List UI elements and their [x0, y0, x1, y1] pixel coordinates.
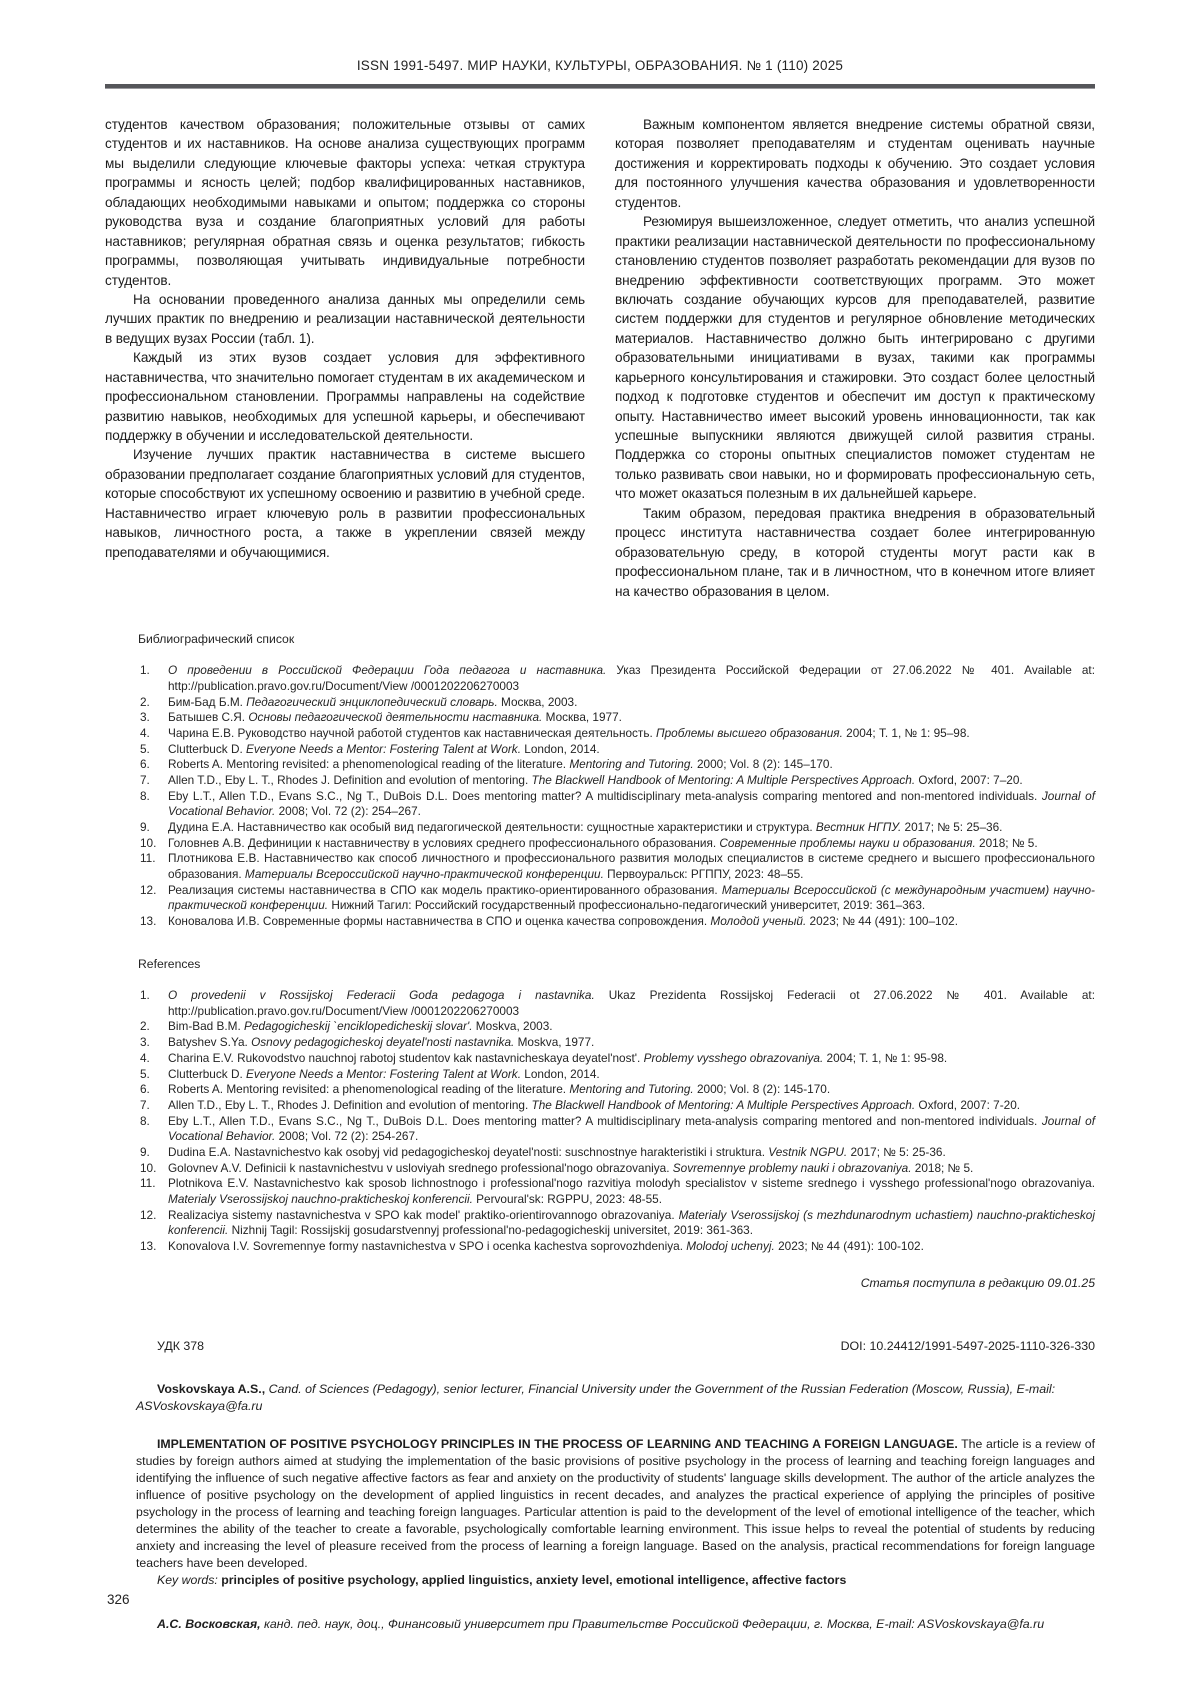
reference-item: 1. O provedenii v Rossijskoj Federacii Goda pedagoga i nastavnika. Ukaz Prezidenta Rossijskoj Federacii ot 27.06.2022 № 401. Available at: http://publication.pravo.gov.ru/Document/View /0001202206270003 [140, 988, 1095, 1018]
author-ru-name: А.С. Восковская, [157, 1617, 261, 1632]
body-paragraph: На основании проведенного анализа данных мы определили семь лучших практик по внедрению и реализации наставнической деятельности в ведущих вузах России (табл. 1). [105, 291, 585, 346]
bibliography-list [138, 663, 1095, 930]
body-paragraph: студентов качеством образования; положительные отзывы от самих студентов и их наставников. На основе анализа существующих программ мы выделили следующие ключевые факторы успеха: четкая структура программы и ясность целей; подбор квалифицированных наставников, обладающих необходимыми навыками и опытом; поддержка со стороны руководства вуза и создание благоприятных условий для работы наставников; регулярная обратная связь и оценка результатов; гибкость программы, позволяющая учитывать индивидуальные потребности студентов. [105, 117, 585, 288]
reference-item: 4. Charina E.V. Rukovodstvo nauchnoj rabotoj studentov kak nastavnicheskaya deyatel'nost'. Problemy vysshego obrazovaniya. 2004; T. 1, № 1: 95-98. [140, 1050, 948, 1065]
body-paragraph: Таким образом, передовая практика внедрения в образовательный процесс института наставничества создает более интегрированную образовательную среду, в которой студенты могут расти как в профессиональном плане, так и в личностном, что в конечном итоге влияет на качество образования в целом. [615, 505, 1095, 599]
item-number: 12. [140, 1207, 157, 1222]
bibliography-heading: Библиографический список [138, 631, 295, 646]
item-number: 11. [140, 1176, 156, 1191]
bibliography-item: 13. Коновалова И.В. Современные формы наставничества в СПО и оценка качества сопровождения. Молодой ученый. 2023; № 44 (491): 100–102. [140, 914, 958, 929]
udk-doi-row [136, 1339, 1095, 1353]
left-column [105, 115, 585, 601]
item-number: 5. [140, 1066, 150, 1081]
header-rule [105, 84, 1095, 89]
abstract-text: The article is a review of studies by foreign authors aimed at studying the implementation of the basic provisions of positive psychology in the process of learning and teaching foreign languages and identifying the influence of such negative affective factors as fear and anxiety on the productivity of students' language skills development. The author of the article analyzes the influence of positive psychology on the development of applied linguistics in recent decades, and analyzes the practical experience of applying the principles of positive psychology in the process of learning and teaching foreign languages. Particular attention is paid to the development of the level of emotional intelligence of the teacher, which determines the ability of the teacher to create a favorable, psychologically comfortable learning environment. This issue helps to reveal the potential of students by reducing anxiety and increasing the level of pleasure received from the process of learning a foreign language. Based on the analysis, practical recommendations for foreign language teachers have been developed. [136, 1436, 1095, 1571]
item-number: 2. [140, 1019, 150, 1034]
references-list [138, 988, 1095, 1255]
body-paragraph: Резюмируя вышеизложенное, следует отметить, что анализ успешной практики реализации наставнической деятельности по профессиональному становлению студентов позволяет разработать рекомендации для вузов по внедрению эффективности соответствующих программ. Это может включать создание обучающих курсов для преподавателей, развитие систем поддержки для студентов и регулярное обновление методических материалов. Наставничество должно быть интегрировано с другими образовательными инициативами в вузах, такими как программы карьерного консультирования и стажировки. Это создаст более целостный подход к подготовке студентов и обеспечит им доступ к практическому опыту. Наставничество имеет высокий уровень инновационности, так как успешные выпускники являются движущей силой развития страны. Поддержка со стороны опытных специалистов поможет студентам не только развивать свои навыки, но и формировать профессиональную сеть, что может оказаться полезным в их дальнейшей карьере. [615, 214, 1095, 502]
bibliography-item: 9. Дудина Е.А. Наставничество как особый вид педагогической деятельности: сущностные характеристики и структура. Вестник НГПУ. 2017; № 5: 25–36. [140, 820, 1003, 835]
item-number: 4. [140, 725, 150, 740]
reference-item: 5. Clutterbuck D. Everyone Needs a Mentor: Fostering Talent at Work. London, 2014. [140, 1066, 600, 1081]
reference-item: 7. Allen T.D., Eby L. T., Rhodes J. Definition and evolution of mentoring. The Blackwell Handbook of Mentoring: A Multiple Perspectives Approach. Oxford, 2007: 7-20. [140, 1097, 1021, 1112]
item-number: 9. [140, 1144, 150, 1159]
reference-item: 11. Plotnikova E.V. Nastavnichestvo kak sposob lichnostnogo i professional'nogo razvitiya molodyh specialistov v sisteme srednego i vysshego professional'nogo obrazovaniya. Materialy Vserossijskoj nauchno-prakticheskoj konferencii. Pervoural'sk: RGPPU, 2023: 48-55. [140, 1176, 1095, 1206]
item-number: 13. [140, 1239, 157, 1254]
item-number: 6. [140, 1082, 150, 1097]
bibliography-item: 6. Roberts A. Mentoring revisited: a phenomenological reading of the literature. Mentoring and Tutoring. 2000; Vol. 8 (2): 145–170. [140, 757, 833, 772]
bibliography-item: 3. Батышев С.Я. Основы педагогической деятельности наставника. Москва, 1977. [140, 710, 622, 725]
received-note: Статья поступила в редакцию 09.01.25 [860, 1275, 1095, 1290]
item-number: 7. [140, 1097, 150, 1112]
bibliography-item: 1. О проведении в Российской Федерации Года педагога и наставника. Указ Президента Российской Федерации от 27.06.2022 № 401. Available at: http://publication.pravo.gov.ru/Document/View /0001202206270003 [140, 663, 1095, 693]
author-en-affiliation: Cand. of Sciences (Pedagogy), senior lecturer, Financial University under the Government of the Russian Federation (Moscow, Russia), E-mail: ASVoskovskaya@fa.ru [136, 1381, 1056, 1414]
body-paragraph: Изучение лучших практик наставничества в системе высшего образовании предполагает создание благоприятных условий для студентов, которые способствуют их успешному освоению и развитию в учебной среде. Наставничество играет ключевую роль в развитии профессиональных навыков, личностного роста, а также в укреплении связей между преподавателями и обучающимися. [105, 447, 585, 560]
references-heading: References [138, 956, 201, 971]
item-number: 13. [140, 914, 157, 929]
item-number: 1. [140, 663, 150, 678]
body-paragraph: Важным компонентом является внедрение системы обратной связи, которая позволяет преподавателям и студентам оценивать научные достижения и корректировать подходы к обучению. Это создает условия для постоянного улучшения качества образования и удовлетворенности студентов. [615, 117, 1095, 210]
item-number: 2. [140, 694, 150, 709]
item-number: 12. [140, 882, 157, 897]
bibliography-item: 8. Eby L.T., Allen T.D., Evans S.C., Ng T., DuBois D.L. Does mentoring matter? A multidisciplinary meta-analysis comparing mentored and non-mentored individuals. Journal of Vocational Behavior. 2008; Vol. 72 (2): 254–267. [140, 788, 1095, 819]
item-number: 10. [140, 1160, 157, 1175]
author-en-line [136, 1381, 1095, 1416]
item-number: 11. [140, 851, 156, 866]
doi-code: DOI: 10.24412/1991-5497-2025-1110-326-330 [840, 1338, 1095, 1353]
reference-item: 9. Dudina E.A. Nastavnichestvo kak osobyj vid pedagogicheskoj deyatel'nosti: suschnostnye harakteristiki i struktura. Vestnik NGPU. 2017; № 5: 25-36. [140, 1144, 946, 1159]
keywords-text: principles of positive psychology, applied linguistics, anxiety level, emotional intelligence, affective factors [217, 1573, 847, 1588]
reference-item: 10. Golovnev A.V. Definicii k nastavnichestvu v usloviyah srednego professional'nogo obrazovaniya. Sovremennye problemy nauki i obrazovaniya. 2018; № 5. [140, 1160, 974, 1175]
reference-section [138, 631, 1095, 1291]
bibliography-item: 7. Allen T.D., Eby L. T., Rhodes J. Definition and evolution of mentoring. The Blackwell Handbook of Mentoring: A Multiple Perspectives Approach. Oxford, 2007: 7–20. [140, 772, 1023, 787]
abstract-title: IMPLEMENTATION OF POSITIVE PSYCHOLOGY PRINCIPLES IN THE PROCESS OF LEARNING AND TEACHING A FOREIGN LANGUAGE. [157, 1436, 958, 1451]
keywords-label: Key words: [157, 1573, 218, 1588]
author-en-name: Voskovskaya A.S., [157, 1381, 266, 1396]
body-paragraph: Каждый из этих вузов создает условия для эффективного наставничества, что значительно помогает студентам в их академическом и профессиональном становлении. Программы направлены на содействие развитию навыков, необходимых для успешной карьеры, и обеспечивают поддержку в обучении и исследовательской деятельности. [105, 350, 585, 443]
journal-header-line: ISSN 1991-5497. МИР НАУКИ, КУЛЬТУРЫ, ОБРАЗОВАНИЯ. № 1 (110) 2025 [356, 58, 844, 73]
item-number: 8. [140, 788, 150, 803]
page-number: 326 [107, 1592, 130, 1607]
bibliography-item: 2. Бим-Бад Б.М. Педагогический энциклопедический словарь. Москва, 2003. [140, 694, 578, 709]
article-meta [136, 1339, 1095, 1634]
right-column [615, 115, 1095, 601]
item-number: 4. [140, 1050, 150, 1065]
author-ru-affiliation: канд. пед. наук, доц., Финансовый университет при Правительстве Российской Федерации, г. Москва, E-mail: ASVoskovskaya@fa.ru [260, 1617, 1045, 1632]
item-number: 6. [140, 757, 150, 772]
item-number: 1. [140, 988, 150, 1003]
reference-item: 3. Batyshev S.Ya. Osnovy pedagogicheskoj deyatel'nosti nastavnika. Moskva, 1977. [140, 1035, 595, 1050]
item-number: 3. [140, 1035, 150, 1050]
udk-code: УДК 378 [157, 1338, 205, 1353]
item-number: 10. [140, 835, 157, 850]
item-number: 5. [140, 741, 150, 756]
item-number: 7. [140, 772, 150, 787]
item-number: 3. [140, 710, 150, 725]
abstract-paragraph [136, 1436, 1095, 1573]
keywords-line [136, 1572, 1095, 1589]
bibliography-item: 5. Clutterbuck D. Everyone Needs a Mentor: Fostering Talent at Work. London, 2014. [140, 741, 600, 756]
reference-item: 6. Roberts A. Mentoring revisited: a phenomenological reading of the literature. Mentoring and Tutoring. 2000; Vol. 8 (2): 145-170. [140, 1082, 831, 1097]
item-number: 9. [140, 820, 150, 835]
bibliography-item: 11. Плотникова Е.В. Наставничество как способ личностного и профессионального развития молодых специалистов в системе среднего и высшего профессионального образования. Материалы Всероссийской научно-практической конференции. Первоуральск: РГППУ, 2023: 48–55. [140, 851, 1095, 882]
bibliography-item: 4. Чарина Е.В. Руководство научной работой студентов как наставническая деятельность. Проблемы высшего образования. 2004; Т. 1, № 1: 95–98. [140, 725, 970, 740]
reference-item: 8. Eby L.T., Allen T.D., Evans S.C., Ng T., DuBois D.L. Does mentoring matter? A multidisciplinary meta-analysis comparing mentored and non-mentored individuals. Journal of Vocational Behavior. 2008; Vol. 72 (2): 254-267. [140, 1113, 1095, 1144]
article-body [105, 115, 1095, 601]
reference-item: 13. Konovalova I.V. Sovremennye formy nastavnichestva v SPO i ocenka kachestva soprovozhdeniya. Molodoj uchenyj. 2023; № 44 (491): 100-102. [140, 1239, 924, 1254]
bibliography-item: 12. Реализация системы наставничества в СПО как модель практико-ориентированного образования. Материалы Всероссийской (с международным участием) научно-практической конференции. Нижний Тагил: Российский государственный профессионально-педагогический университет, 2019: 361–363. [140, 882, 1095, 913]
bibliography-item: 10. Головнев А.В. Дефиниции к наставничеству в условиях среднего профессионального образования. Современные проблемы науки и образования. 2018; № 5. [140, 835, 1038, 850]
reference-item: 12. Realizaciya sistemy nastavnichestva v SPO kak model' praktiko-orientirovannogo obrazovaniya. Materialy Vserossijskoj (s mezhdunarodnym uchastiem) nauchno-prakticheskoj konferencii. Nizhnij Tagil: Rossijskij gosudarstvennyj professional'no-pedagogicheskij universitet, 2019: 361-363. [140, 1207, 1095, 1238]
reference-item: 2. Bim-Bad B.M. Pedagogicheskij `enciklopedicheskij slovar'. Moskva, 2003. [140, 1019, 553, 1034]
item-number: 8. [140, 1113, 150, 1128]
author-ru-line [136, 1616, 1095, 1633]
